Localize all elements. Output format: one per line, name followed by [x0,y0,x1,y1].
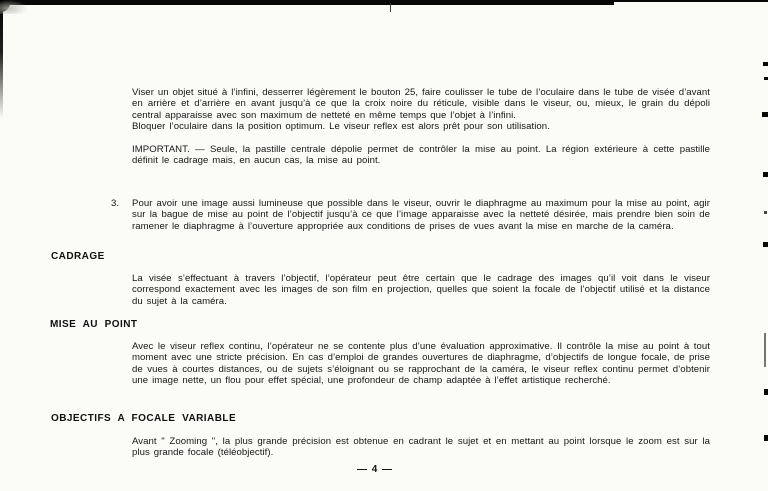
intro-paragraph-1: Viser un objet situé à l’infini, desserrer légèrement le bouton 25, faire coulisser le tube de l’oculaire dans le tube de visée d’avant en arrière et d’arrière en avant jusqu’à ce que la croix noire du réticule, visible dans le viseur, ou, mieux, le grain du dépoli central apparaisse avec son maximum de netteté en même temps que l’objet à l’infini. [132,87,711,121]
list-item-text: Pour avoir une image aussi lumineuse que possible dans le viseur, ouvrir le diaphragme au maximum pour la mise au point, agir sur la bague de mise au point de l’objectif jusqu’à ce que l’image apparaisse avec la netteté désirée, mais prendre bien soin de ramener le diaphragme à l’ouverture appropriée aux conditions de prises de vues avant la mise en marche de la caméra. [132,198,710,232]
list-item-number: 3. [111,198,120,209]
scan-mark [762,112,768,117]
scan-mark [763,242,768,247]
scan-edge-left [0,0,3,118]
section-body: Avec le viseur reflex continu, l’opérateur ne se contente plus d’une évaluation approximative. Il contrôle la mise au point à tout moment avec une stricte précision. En cas d’emploi de grandes ouvertures de diaphragme, d’objectifs de longue focale, de prise de vues à courtes distances, ou de sujets s’éloignant ou se rapprochant de la caméra, le viseur reflex continu permet d’obtenir une image nette, un flou pour effet spécial, une profondeur de champ adaptée à l’effet artistique recherché. [132,341,710,387]
section-body: Avant " Zooming ", la plus grande précision est obtenue en cadrant le sujet et en mettant au point lorsque le zoom est sur la plus grande focale (téléobjectif). [132,436,710,459]
scan-mark [764,77,768,80]
list-item-3 [111,198,710,232]
scan-mark [764,211,767,214]
intro-paragraph-2: Bloquer l’oculaire dans la position optimum. Le viseur reflex est alors prêt pour son utilisation. [132,121,550,133]
scan-mark [764,435,768,441]
section-heading-mise-au-point: MISE AU POINT [50,319,138,330]
scan-smudge-bottomleft [0,0,28,14]
section-objectifs-focale-variable [132,436,710,459]
section-body: La visée s’effectuant à travers l’objectif, l’opérateur peut être certain que le cadrage des images qu’il voit dans le viseur correspond exactement avec les images de son film en projection, quelles que soient la focale de l’objectif utilisé et la distance du sujet à la caméra. [132,273,710,307]
scan-mark [763,62,768,66]
scan-mark [390,3,391,12]
scan-mark [763,172,768,177]
page-number: — 4 — [356,464,394,475]
scan-edge-top [0,0,614,5]
section-cadrage [132,273,710,307]
intro-block [132,87,710,166]
section-heading-cadrage: CADRAGE [51,251,105,262]
scan-mark [764,389,768,395]
scan-mark [764,333,766,367]
section-heading-objectifs-focale-variable: OBJECTIFS A FOCALE VARIABLE [51,413,237,424]
important-note: IMPORTANT. — Seule, la pastille centrale dépolie permet de contrôler la mise au point. La région extérieure à cette pastille définit le cadrage mais, en aucun cas, la mise au point. [132,143,710,167]
scan-edge-top [614,0,768,2]
section-mise-au-point [132,341,710,387]
